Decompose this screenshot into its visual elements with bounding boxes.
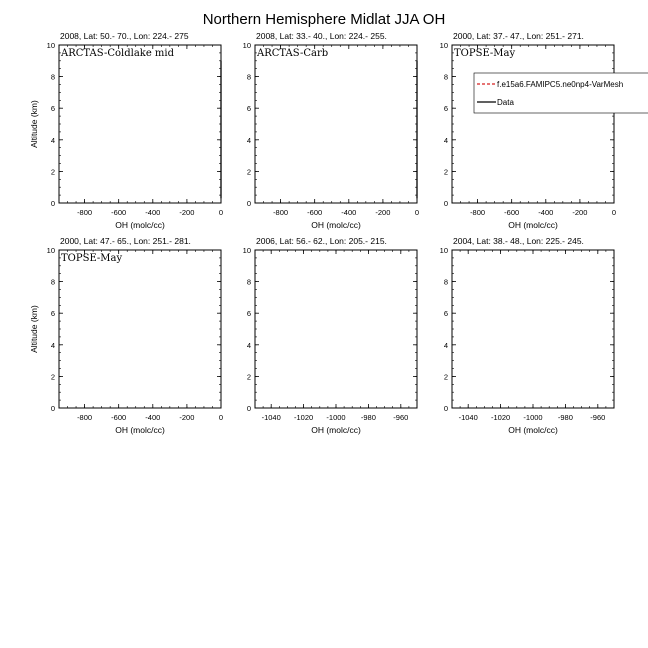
y-tick-label: 4 [443, 340, 448, 350]
y-tick-label: 4 [50, 340, 55, 350]
y-tick-label: 2 [50, 167, 55, 177]
x-tick-label: -960 [393, 413, 409, 422]
y-tick-label: 0 [443, 404, 448, 413]
y-tick-label: 10 [242, 41, 251, 50]
x-tick-label: -1040 [458, 413, 478, 422]
y-tick-label: 8 [246, 72, 251, 82]
x-tick-label: -1000 [326, 413, 346, 422]
x-tick-label: -200 [179, 208, 195, 217]
y-tick-label: 2 [443, 372, 448, 382]
campaign-label: TOPSE-May [454, 48, 516, 59]
x-tick-label: -800 [470, 208, 486, 217]
y-tick-label: 6 [443, 309, 448, 319]
y-tick-label: 8 [443, 72, 448, 82]
x-axis-label: OH (molc/cc) [508, 220, 558, 230]
x-tick-label: 0 [218, 413, 224, 422]
y-tick-label: 4 [50, 135, 55, 145]
x-axis-label: OH (molc/cc) [508, 425, 558, 435]
x-tick-label: -600 [111, 208, 127, 217]
panel-subtitle: 2008, Lat: 33.- 40., Lon: 224.- 255. [256, 31, 387, 41]
x-tick-label: 0 [611, 208, 617, 217]
x-tick-label: -800 [77, 413, 93, 422]
campaign-label: TOPSE-May [61, 253, 123, 264]
y-tick-label: 2 [50, 372, 55, 382]
y-tick-label: 6 [50, 104, 55, 114]
y-tick-label: 8 [50, 72, 55, 82]
y-tick-label: 0 [443, 199, 448, 208]
x-axis-label: OH (molc/cc) [311, 220, 361, 230]
y-axis-label: Altitude (km) [29, 100, 39, 148]
y-tick-label: 10 [439, 41, 448, 50]
x-axis-label: OH (molc/cc) [115, 425, 165, 435]
y-tick-label: 4 [443, 135, 448, 145]
y-tick-label: 2 [443, 167, 448, 177]
x-tick-label: -1020 [294, 413, 314, 422]
x-tick-label: -200 [572, 208, 588, 217]
x-tick-label: -400 [145, 413, 161, 422]
panel-subtitle: 2000, Lat: 47.- 65., Lon: 251.- 281. [60, 236, 191, 246]
campaign-label: ARCTAS-Carb [257, 48, 329, 59]
y-tick-label: 2 [246, 372, 251, 382]
x-tick-label: -980 [360, 413, 376, 422]
y-tick-label: 8 [246, 277, 251, 287]
y-tick-label: 4 [246, 340, 251, 350]
y-tick-label: 6 [443, 104, 448, 114]
y-tick-label: 8 [443, 277, 448, 287]
x-tick-label: -600 [307, 208, 323, 217]
x-tick-label: -600 [111, 413, 127, 422]
x-tick-label: -980 [557, 413, 573, 422]
y-tick-label: 2 [246, 167, 251, 177]
y-tick-label: 10 [242, 246, 251, 255]
campaign-label: ARCTAS-Coldlake mid [61, 48, 175, 59]
x-tick-label: -1040 [261, 413, 281, 422]
panel-subtitle: 2000, Lat: 37.- 47., Lon: 251.- 271. [453, 31, 584, 41]
x-tick-label: -200 [375, 208, 391, 217]
x-tick-label: -400 [538, 208, 554, 217]
panel-subtitle: 2006, Lat: 56.- 62., Lon: 205.- 215. [256, 236, 387, 246]
y-tick-label: 10 [46, 41, 55, 50]
y-tick-label: 6 [246, 309, 251, 319]
legend-box [474, 73, 648, 113]
panel-subtitle: 2008, Lat: 50.- 70., Lon: 224.- 275 [60, 31, 189, 41]
x-axis-label: OH (molc/cc) [311, 425, 361, 435]
x-tick-label: -400 [341, 208, 357, 217]
x-axis-label: OH (molc/cc) [115, 220, 165, 230]
x-tick-label: -400 [145, 208, 161, 217]
y-tick-label: 4 [246, 135, 251, 145]
y-tick-label: 0 [246, 404, 251, 413]
y-tick-label: 8 [50, 277, 55, 287]
panel-subtitle: 2004, Lat: 38.- 48., Lon: 225.- 245. [453, 236, 584, 246]
legend-entry: Data [497, 98, 514, 107]
x-tick-label: -600 [504, 208, 520, 217]
x-tick-label: -800 [77, 208, 93, 217]
legend-entry: f.e15a6.FAMIPC5.ne0np4-VarMesh [497, 80, 624, 89]
y-tick-label: 6 [50, 309, 55, 319]
x-tick-label: -1020 [491, 413, 511, 422]
y-tick-label: 0 [50, 404, 55, 413]
x-tick-label: -1000 [523, 413, 543, 422]
y-tick-label: 0 [246, 199, 251, 208]
x-tick-label: 0 [414, 208, 420, 217]
y-axis-label: Altitude (km) [29, 305, 39, 353]
y-tick-label: 6 [246, 104, 251, 114]
y-tick-label: 0 [50, 199, 55, 208]
y-tick-label: 10 [439, 246, 448, 255]
x-tick-label: -800 [273, 208, 289, 217]
x-tick-label: -960 [590, 413, 606, 422]
x-tick-label: 0 [218, 208, 224, 217]
figure-title: Northern Hemisphere Midlat JJA OH [202, 11, 446, 28]
y-tick-label: 10 [46, 246, 55, 255]
x-tick-label: -200 [179, 413, 195, 422]
